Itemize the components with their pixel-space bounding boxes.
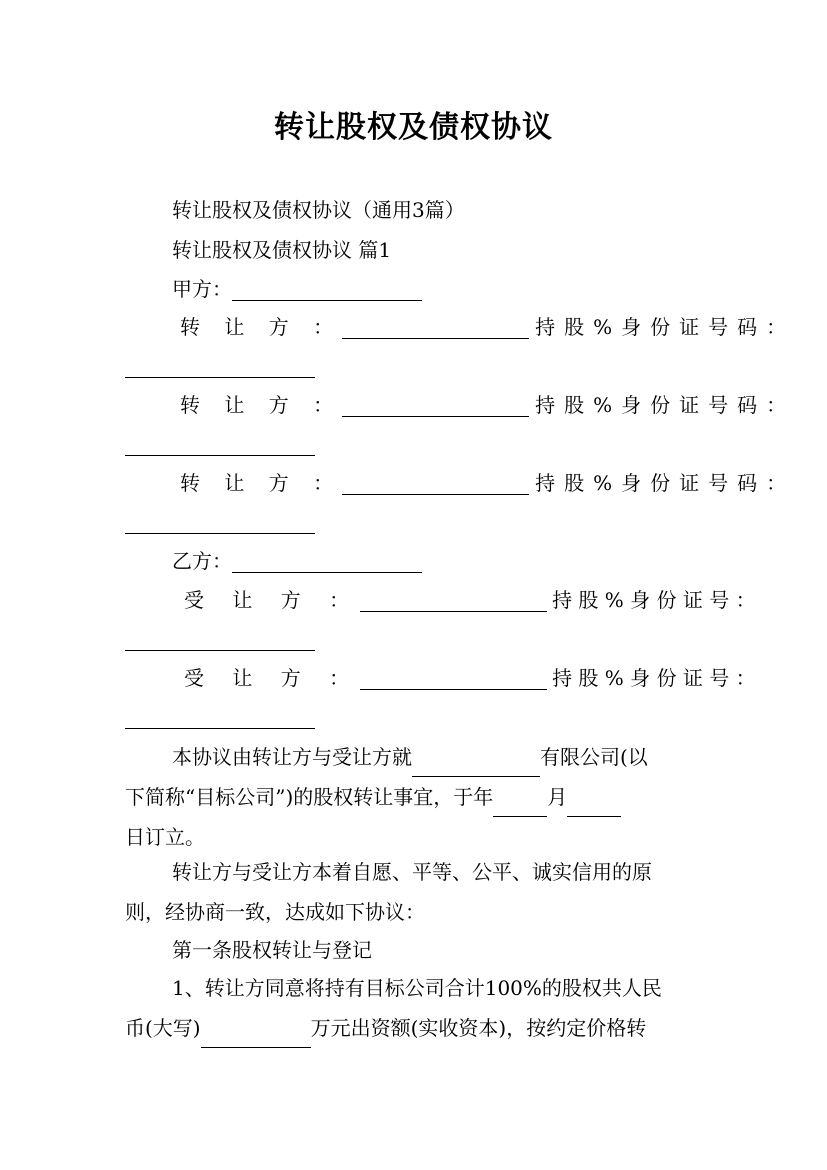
party-b-label: 乙方： xyxy=(172,549,232,573)
transferee-label: 受 让 方 ： xyxy=(184,588,361,612)
party-b-row xyxy=(172,549,705,573)
transferor-row-3 xyxy=(125,471,796,495)
party-a-label: 甲方： xyxy=(172,277,232,301)
transferor-row-1 xyxy=(125,315,796,339)
party-a-blank xyxy=(232,280,422,301)
transferor-info: 持股%身份证号码： xyxy=(535,315,796,339)
transferor-label: 转 让 方 ： xyxy=(180,393,343,417)
transferee-id-row-2 xyxy=(125,705,705,729)
transferor-row-2 xyxy=(125,393,796,417)
transferor-id-blank xyxy=(125,357,315,378)
paragraph-line: 转让方与受让方本着自愿、平等、公平、诚实信用的原 xyxy=(172,860,652,884)
transferor-id-row-2 xyxy=(125,432,705,456)
transferor-name-blank xyxy=(342,396,529,417)
transferor-id-blank xyxy=(125,513,315,534)
transferee-id-row-1 xyxy=(125,627,705,651)
text-segment: 有限公司(以 xyxy=(540,745,648,769)
section-heading: 转让股权及债权协议 篇1 xyxy=(172,238,392,262)
transferee-id-blank xyxy=(125,630,315,651)
text-segment: 币(大写) xyxy=(125,1016,201,1040)
transferee-name-blank xyxy=(360,591,547,612)
transferor-name-blank xyxy=(342,318,529,339)
document-title: 转让股权及债权协议 xyxy=(274,110,553,145)
transferee-row-2 xyxy=(125,666,756,690)
paragraph-line xyxy=(125,1008,705,1048)
paragraph-line xyxy=(125,777,705,817)
transferor-id-row-1 xyxy=(125,354,705,378)
paragraph-line: 则，经协商一致，达成如下协议： xyxy=(125,900,425,924)
amount-blank xyxy=(201,1027,311,1048)
text-segment: 月 xyxy=(547,785,568,809)
paragraph-article-1-item-1 xyxy=(125,968,705,1048)
paragraph-line xyxy=(125,737,705,777)
transferor-id-row-3 xyxy=(125,510,705,534)
paragraph-line: 日订立。 xyxy=(125,825,205,849)
article-1-heading: 第一条股权转让与登记 xyxy=(172,938,372,962)
company-name-blank xyxy=(412,756,540,777)
document-subtitle: 转让股权及债权协议（通用3篇） xyxy=(172,198,465,222)
transferor-id-blank xyxy=(125,435,315,456)
party-a-row xyxy=(172,277,705,301)
transferor-label: 转 让 方 ： xyxy=(180,315,343,339)
party-b-blank xyxy=(232,552,422,573)
transferee-row-1 xyxy=(125,588,756,612)
transferor-info: 持股%身份证号码： xyxy=(535,471,796,495)
transferee-info: 持 股 % 身 份 证 号 ： xyxy=(552,588,756,612)
paragraph-agreement-intro xyxy=(125,737,705,857)
year-blank xyxy=(493,796,547,817)
transferee-name-blank xyxy=(360,669,547,690)
transferee-label: 受 让 方 ： xyxy=(184,666,361,690)
transferor-name-blank xyxy=(342,474,529,495)
text-segment: 下简称“目标公司”)的股权转让事宜，于年 xyxy=(125,785,494,809)
text-segment: 万元出资额(实收资本)，按约定价格转 xyxy=(310,1016,647,1040)
transferee-info: 持 股 % 身 份 证 号 ： xyxy=(552,666,756,690)
transferee-id-blank xyxy=(125,708,315,729)
month-blank xyxy=(567,796,621,817)
transferor-label: 转 让 方 ： xyxy=(180,471,343,495)
paragraph-principles xyxy=(125,852,705,932)
transferor-info: 持股%身份证号码： xyxy=(535,393,796,417)
paragraph-line: 1、转让方同意将持有目标公司合计100%的股权共人民 xyxy=(172,976,662,1000)
text-segment: 本协议由转让方与受让方就 xyxy=(172,745,412,769)
